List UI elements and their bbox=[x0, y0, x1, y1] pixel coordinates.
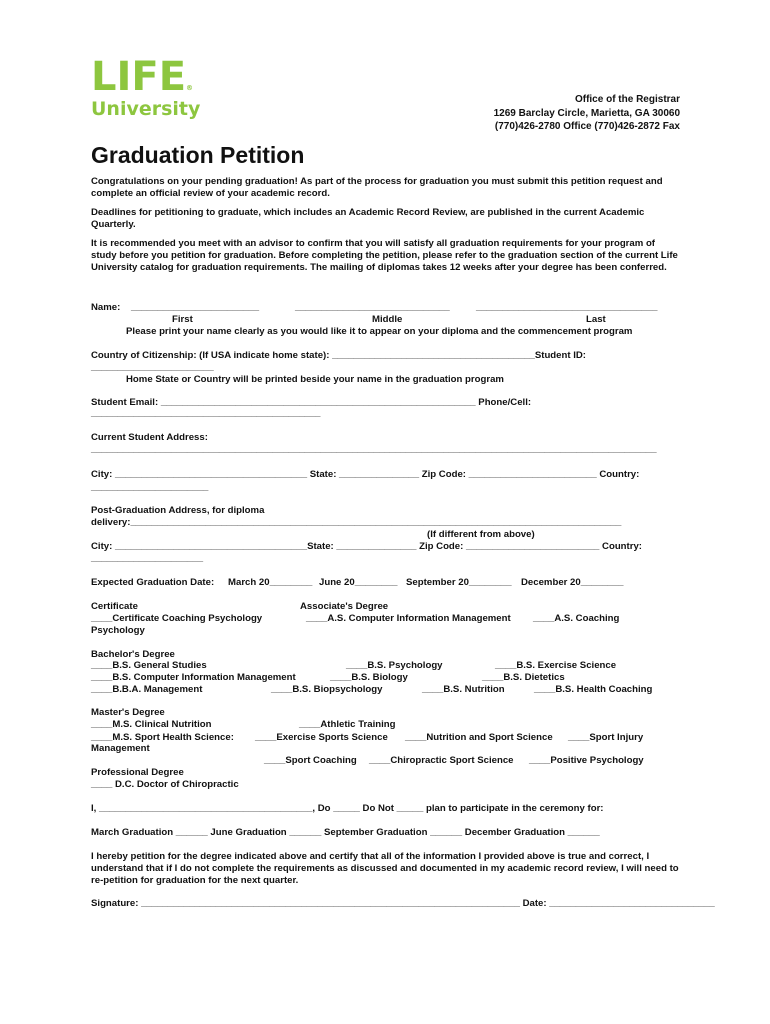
registrar-office: Office of the Registrar bbox=[574, 94, 680, 105]
middle-caption: Middle bbox=[372, 314, 403, 325]
option-athletic-training[interactable]: ____Athletic Training bbox=[299, 719, 396, 730]
option-bs-cim[interactable]: ____B.S. Computer Information Management bbox=[91, 672, 296, 683]
name-instruction: Please print your name clearly as you would like it to appear on your diploma and the commencement program bbox=[126, 326, 633, 337]
ceremony-participation-line[interactable]: I, ________________________________________, Do _____ Do Not _____ plan to participate in the ceremony for: bbox=[91, 803, 604, 814]
option-chiropractic-sport-science[interactable]: ____Chiropractic Sport Science bbox=[369, 755, 514, 766]
expected-graduation-label: Expected Graduation Date: bbox=[91, 577, 215, 588]
option-bs-exercise-science[interactable]: ____B.S. Exercise Science bbox=[495, 660, 617, 671]
option-bs-dietetics[interactable]: ____B.S. Dietetics bbox=[482, 672, 565, 683]
option-bs-psychology[interactable]: ____B.S. Psychology bbox=[346, 660, 443, 671]
current-address-field[interactable]: __________________________________________________________________________________________________________ bbox=[91, 444, 657, 455]
post-address-label: Post-Graduation Address, for diploma bbox=[91, 505, 265, 516]
post-address-field[interactable]: delivery:____________________________________________________________________________________________ bbox=[91, 517, 622, 528]
intro-paragraph-3: It is recommended you meet with an advisor to confirm that you will satisfy all graduation requirements for your program of study before you petition for graduation. Before completing the petition, please refer to the graduation section of the current Life University catalog for graduation requirements. The mailing of diplomas takes 12 weeks after your degree has been conferred. bbox=[91, 238, 678, 273]
current-city-line[interactable]: City: ____________________________________ State: _______________ Zip Code: ________________________ Country: bbox=[91, 469, 640, 480]
current-country-field[interactable]: ______________________ bbox=[91, 482, 209, 493]
last-caption: Last bbox=[586, 314, 606, 325]
signature-date-line[interactable]: Signature: _______________________________________________________________________ Date: _______________________________ bbox=[91, 898, 715, 909]
option-as-cim[interactable]: ____A.S. Computer Information Management bbox=[306, 613, 511, 624]
post-country-field[interactable]: _____________________ bbox=[91, 553, 204, 564]
name-label: Name: bbox=[91, 302, 121, 313]
option-as-coaching-cont: Psychology bbox=[91, 625, 145, 636]
option-sport-injury[interactable]: ____Sport Injury bbox=[568, 732, 644, 743]
option-bs-biology[interactable]: ____B.S. Biology bbox=[330, 672, 408, 683]
option-ms-sport-health-science[interactable]: ____M.S. Sport Health Science: bbox=[91, 732, 234, 743]
middle-name-field[interactable]: _____________________________ bbox=[295, 302, 450, 313]
bachelor-heading: Bachelor's Degree bbox=[91, 649, 175, 660]
option-bs-nutrition[interactable]: ____B.S. Nutrition bbox=[422, 684, 505, 695]
first-caption: First bbox=[172, 314, 193, 325]
phone-field[interactable]: ___________________________________________ bbox=[91, 408, 321, 419]
option-sport-coaching[interactable]: ____Sport Coaching bbox=[264, 755, 357, 766]
current-address-label: Current Student Address: bbox=[91, 432, 208, 443]
expected-september[interactable]: September 20________ bbox=[406, 577, 512, 588]
expected-march[interactable]: March 20________ bbox=[228, 577, 313, 588]
registrar-address: 1269 Barclay Circle, Marietta, GA 30060 bbox=[493, 107, 680, 119]
student-id-field[interactable]: _______________________ bbox=[91, 362, 214, 373]
registered-mark: ® bbox=[186, 84, 194, 92]
page-title: Graduation Petition bbox=[91, 142, 305, 168]
option-bba-management[interactable]: ____B.B.A. Management bbox=[91, 684, 203, 695]
option-sport-injury-cont: Management bbox=[91, 743, 150, 754]
logo-life: LIFE® bbox=[91, 54, 194, 100]
logo-university: University bbox=[91, 98, 201, 120]
option-positive-psychology[interactable]: ____Positive Psychology bbox=[529, 755, 644, 766]
last-name-field[interactable]: __________________________________ bbox=[476, 302, 658, 313]
registrar-phone: (770)426-2780 Office (770)426-2872 Fax bbox=[494, 121, 680, 132]
post-city-line[interactable]: City: ____________________________________State: _______________ Zip Code: _________________________ Country: bbox=[91, 541, 643, 552]
option-bs-biopsychology[interactable]: ____B.S. Biopsychology bbox=[271, 684, 383, 695]
associate-heading: Associate's Degree bbox=[300, 601, 389, 612]
option-nutrition-sport-science[interactable]: ____Nutrition and Sport Science bbox=[405, 732, 553, 743]
option-as-coaching[interactable]: ____A.S. Coaching bbox=[533, 613, 620, 624]
option-dc-chiropractic[interactable]: ____ D.C. Doctor of Chiropractic bbox=[91, 779, 239, 790]
ceremony-options-line[interactable]: March Graduation ______ June Graduation ______ September Graduation ______ December Graduation ______ bbox=[91, 827, 600, 838]
option-bs-health-coaching[interactable]: ____B.S. Health Coaching bbox=[534, 684, 653, 695]
citizenship-field[interactable]: Country of Citizenship: (If USA indicate home state): ______________________________________Student ID: bbox=[91, 350, 587, 361]
expected-december[interactable]: December 20________ bbox=[521, 577, 624, 588]
first-name-field[interactable]: ________________________ bbox=[131, 302, 260, 313]
intro-paragraph-2: Deadlines for petitioning to graduate, which includes an Academic Record Review, are published in the current Academic Quarterly. bbox=[91, 207, 645, 230]
option-exercise-sports-science[interactable]: ____Exercise Sports Science bbox=[255, 732, 388, 743]
registrar-block bbox=[494, 93, 680, 134]
certification-paragraph: I hereby petition for the degree indicated above and certify that all of the information I provided above is true and correct, I understand that if I do not complete the requirements as discussed and documented in my academic record review, I will need to re-petition for graduation for the next quarter. bbox=[91, 851, 679, 886]
email-field[interactable]: Student Email: ___________________________________________________________ Phone/Cell: bbox=[91, 397, 532, 408]
option-cert-coaching-psychology[interactable]: ____Certificate Coaching Psychology bbox=[91, 613, 263, 624]
citizenship-note: Home State or Country will be printed beside your name in the graduation program bbox=[126, 374, 504, 385]
intro-paragraph-1: Congratulations on your pending graduation! As part of the process for graduation you must submit this petition request and complete an official review of your academic record. bbox=[91, 176, 663, 199]
option-bs-general-studies[interactable]: ____B.S. General Studies bbox=[91, 660, 207, 671]
expected-june[interactable]: June 20________ bbox=[319, 577, 398, 588]
professional-heading: Professional Degree bbox=[91, 767, 184, 778]
certificate-heading: Certificate bbox=[91, 601, 138, 612]
option-ms-clinical-nutrition[interactable]: ____M.S. Clinical Nutrition bbox=[91, 719, 212, 730]
post-address-note: (If different from above) bbox=[427, 529, 535, 540]
master-heading: Master's Degree bbox=[91, 707, 165, 718]
